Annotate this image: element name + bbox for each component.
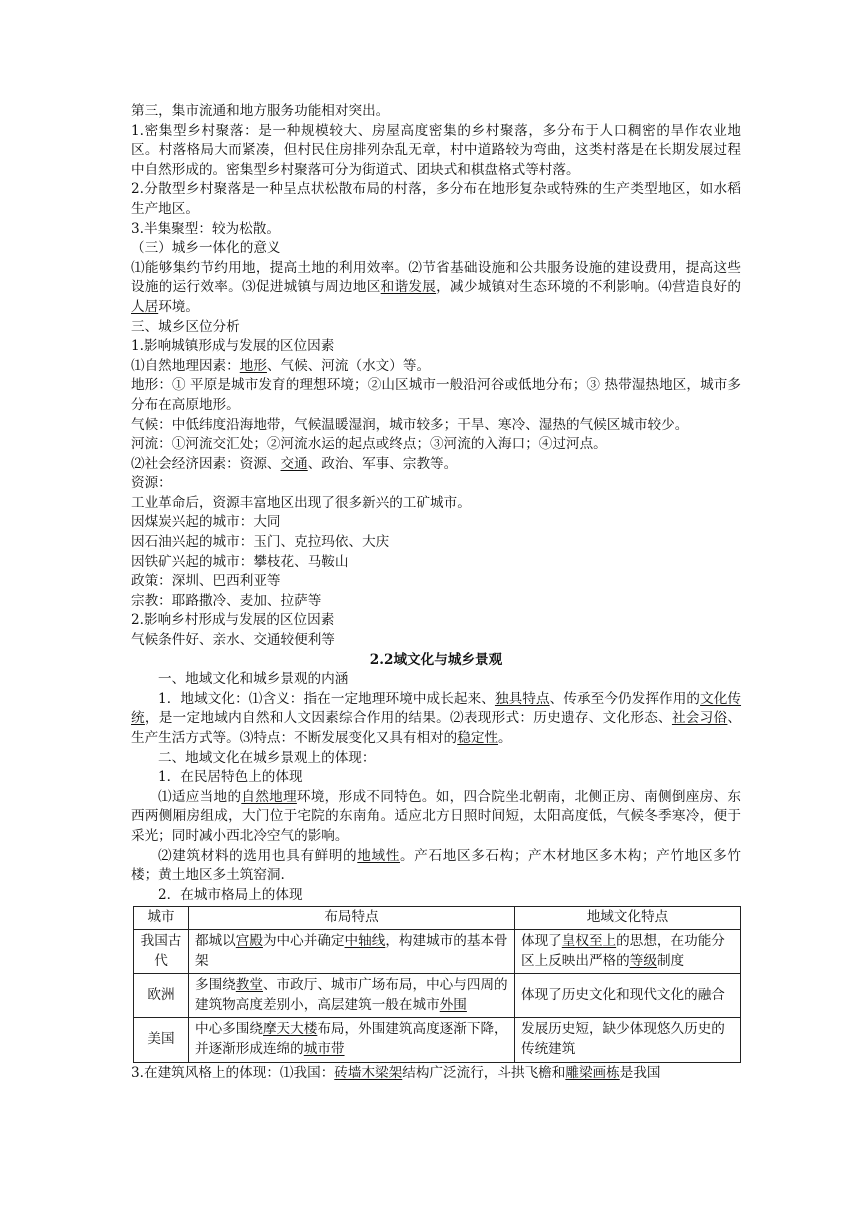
underlined-term: 社会习俗 <box>671 710 728 727</box>
paragraph: 工业革命后，资源丰富地区出现了很多新兴的工矿城市。 <box>131 494 471 511</box>
underlined-term: 交通 <box>280 455 308 472</box>
underlined-term: 砖墙木梁架 <box>334 1064 403 1081</box>
paragraph: 因铁矿兴起的城市：攀枝花、马鞍山 <box>131 553 349 570</box>
paragraph: 1.影响城镇形成与发展的区位因素 <box>131 338 335 355</box>
text: 体现了历史文化和现代文化的融合 <box>521 986 725 1003</box>
paragraph: 2.影响乡村形成与发展的区位因素 <box>131 612 335 629</box>
table-header: 地域文化特点 <box>515 907 741 930</box>
text: ⑴适应当地的 <box>158 788 242 805</box>
document-body <box>131 102 741 1083</box>
text: 结构广泛流行，斗拱飞檐和 <box>402 1064 566 1081</box>
text: 、政治、军事、宗教等。 <box>307 455 458 472</box>
text: 的思想，在功能分区上反映出严格的 <box>521 932 725 969</box>
paragraph: 河流：①河流交汇处；②河流水运的起点或终点；③河流的入海口；④过河点。 <box>131 436 607 453</box>
underlined-term: 雕梁画栋 <box>565 1064 620 1081</box>
text: 3.在建筑风格上的体现：⑴我国： <box>131 1064 335 1081</box>
paragraph: 第三，集市流通和地方服务功能相对突出。 <box>131 103 390 119</box>
paragraph: 宗教：耶路撒冷、麦加、拉萨等 <box>131 592 322 609</box>
underlined-term: 文化传统 <box>131 690 742 727</box>
table-cell-layout <box>189 1018 515 1062</box>
table-row <box>134 1018 741 1062</box>
table-row <box>134 929 741 973</box>
text: ⑴能够集约节约用地，提高土地的利用效率。⑵节省基础设施和公共服务设施的建设费用，提高这些设施的运行效率。⑶促进城镇与周边地区 <box>131 259 741 296</box>
paragraph: 气候：中低纬度沿海地带，气候温暖湿润，城市较多；干旱、寒冷、湿热的气候区城市较少。 <box>131 416 689 433</box>
text: 是我国 <box>619 1064 661 1081</box>
paragraph <box>131 690 741 749</box>
text: 、气候、河流（水文）等。 <box>266 357 431 374</box>
table-cell-layout <box>189 974 515 1018</box>
underlined-term: 皇权至上 <box>561 932 617 949</box>
section-title: 2.2域文化与城乡景观 <box>369 651 503 668</box>
underlined-term: 自然地理 <box>241 788 297 805</box>
table-cell-culture <box>515 1018 741 1062</box>
paragraph <box>131 1064 741 1084</box>
paragraph <box>131 788 741 847</box>
text: 多围绕 <box>195 977 236 994</box>
underlined-term: 摩天大楼 <box>262 1021 318 1038</box>
text: 环境。 <box>158 298 199 315</box>
text: ⑵社会经济因素：资源、 <box>131 455 281 472</box>
paragraph: 1.密集型乡村聚落：是一种规模较大、房屋高度密集的乡村聚落，多分布于人口稠密的旱作农业地区。村落格局大而紧凑，但村民住房排列杂乱无章，村中道路较为弯曲，这类村落是在长期发展过程中自然形成的。密集型乡村聚落可分为街道式、团块式和棋盘格式等村落。 <box>131 122 741 178</box>
city-layout-table <box>133 906 741 1062</box>
paragraph: 因煤炭兴起的城市：大同 <box>131 514 281 531</box>
text: 。产石地区多石构；产木材地区多木构；产竹地区多竹楼；黄土地区多土筑窑洞. <box>131 847 742 884</box>
table-header-row <box>134 907 741 930</box>
paragraph: 2．在城市格局上的体现 <box>158 886 303 903</box>
text: 都城以 <box>195 932 236 949</box>
text: 发展历史短，缺少体现悠久历史的传统建筑 <box>521 1021 725 1057</box>
text: 为中心并确定 <box>262 932 345 949</box>
table-header: 布局特点 <box>189 907 515 930</box>
text: ，构建城市的基本骨架 <box>195 932 508 969</box>
text: ，减少城镇对生态环境的不利影响。⑷营造良好的 <box>436 279 742 296</box>
underlined-term: 等级 <box>629 952 657 969</box>
text: 中心多围绕 <box>195 1021 263 1038</box>
text: 制度 <box>656 952 685 969</box>
table-header: 城市 <box>134 907 189 930</box>
table-cell-layout <box>189 929 515 973</box>
underlined-term: 地域性 <box>357 847 401 864</box>
section-heading: （三）城乡一体化的意义 <box>131 240 281 257</box>
underlined-term: 中轴线 <box>344 932 386 949</box>
paragraph <box>131 455 741 475</box>
paragraph: 因石油兴起的城市：玉门、克拉玛依、大庆 <box>131 534 390 551</box>
section-heading: 二、地域文化在城乡景观上的体现： <box>158 749 376 766</box>
underlined-term: 独具特点 <box>494 690 550 707</box>
text: 、市政厅、城市广场布局，中心与四周的建筑物高度差别小，高层建筑一般在城市 <box>195 977 508 1013</box>
paragraph: 3.半集聚型：较为松散。 <box>131 220 280 237</box>
table-cell-culture <box>515 929 741 973</box>
table-cell-culture <box>515 974 741 1018</box>
underlined-term: 稳定性 <box>457 730 499 746</box>
text: ⑵建筑材料的选用也具有鲜明的 <box>158 847 358 864</box>
paragraph: 气候条件好、亲水、交通较便利等 <box>131 632 335 649</box>
text: 。 <box>498 730 512 746</box>
paragraph: 2.分散型乡村聚落是一种呈点状松散布局的村落，多分布在地形复杂或特殊的生产类型地区，如水稻生产地区。 <box>131 181 741 217</box>
section-heading: 一、地域文化和城乡景观的内涵 <box>158 671 349 688</box>
text: ，是一定地域内自然和人文因素综合作用的结果。⑵表现形式：历史遗存、文化形态、 <box>144 710 672 727</box>
text: 体现了 <box>521 932 562 949</box>
text: 环境，形成不同特色。如，四合院坐北朝南，北侧正房、南侧倒座房、东西两侧厢房组成，大门位于宅院的东南角。适应北方日照时间短，太阳高度低，气候冬季寒冷，便于采光；同时减小西北冷空气的影响。 <box>131 788 742 844</box>
paragraph: 政策：深圳、巴西利亚等 <box>131 573 281 590</box>
underlined-term: 城市带 <box>303 1040 345 1057</box>
underlined-term: 地形 <box>239 357 267 374</box>
paragraph <box>131 847 741 886</box>
text: 、传承至今仍发挥作用的 <box>549 690 701 707</box>
table-cell-city: 我国古代 <box>134 929 189 973</box>
underlined-term: 和谐发展 <box>380 279 437 296</box>
text: 1．地域文化：⑴含义：指在一定地理环境中成长起来、 <box>158 690 495 707</box>
underlined-term: 教堂 <box>235 977 263 994</box>
section-heading: 三、城乡区位分析 <box>131 318 240 335</box>
paragraph: 资源： <box>131 475 172 492</box>
table-cell-city: 美国 <box>134 1018 189 1062</box>
table-row <box>134 974 741 1018</box>
paragraph <box>131 259 741 318</box>
table-cell-city: 欧洲 <box>134 974 189 1018</box>
paragraph: 1．在民居特色上的体现 <box>158 769 303 786</box>
underlined-term: 人居 <box>131 298 159 315</box>
text: ⑴自然地理因素： <box>131 357 240 374</box>
text: 、生产生活方式等。⑶特点：不断发展变化又具有相对的 <box>131 710 742 746</box>
paragraph <box>131 357 741 377</box>
underlined-term: 外围 <box>439 996 467 1013</box>
underlined-term: 宫殿 <box>235 932 263 949</box>
paragraph: 地形：① 平原是城市发育的理想环境；②山区城市一般沿河谷或低地分布；③ 热带湿热地区，城市多分布在高原地形。 <box>131 377 741 413</box>
text: 布局，外围建筑高度逐渐下降，并逐渐形成连绵的 <box>195 1021 508 1057</box>
